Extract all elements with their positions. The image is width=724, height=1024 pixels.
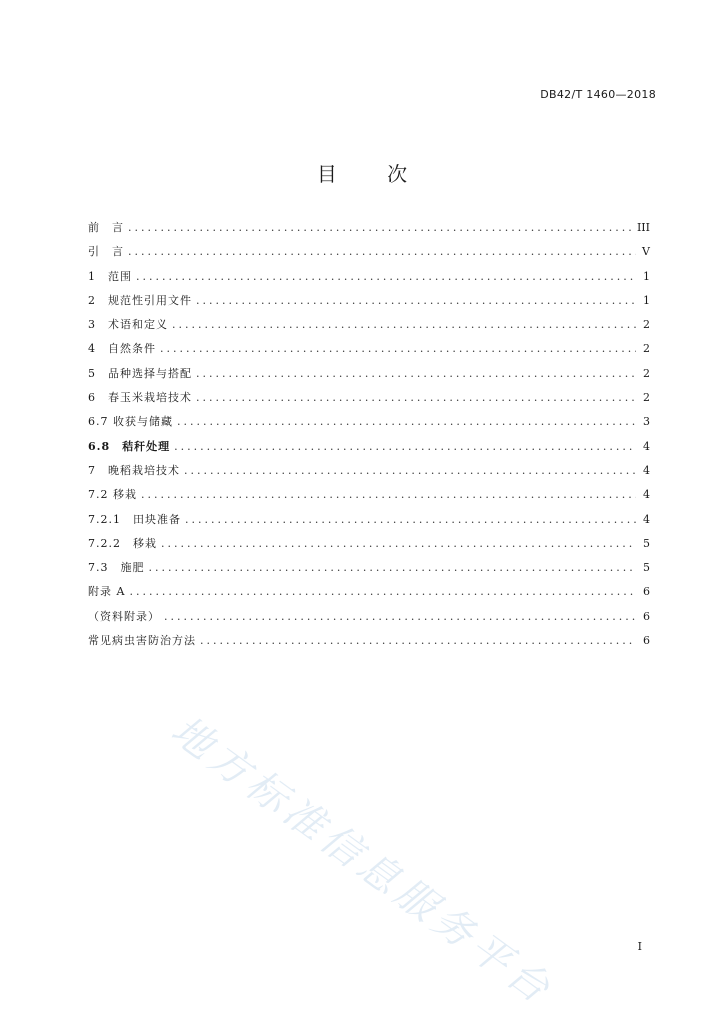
toc-leader-dots (136, 270, 636, 283)
toc-entry-label: 7.3 施肥 (88, 561, 145, 575)
toc-entry[interactable] (88, 243, 650, 267)
toc-entry-label: 7.2 移栽 (88, 488, 137, 502)
document-code: DB42/T 1460—2018 (540, 88, 656, 101)
toc-entry[interactable] (88, 438, 650, 462)
toc-entry[interactable] (88, 608, 650, 632)
toc-entry-page: 4 (643, 439, 650, 453)
toc-entry-label: 前 言 (88, 221, 124, 234)
toc-entry-page: 2 (643, 342, 650, 356)
toc-leader-dots (184, 464, 636, 477)
toc-entry-page: 4 (643, 463, 650, 477)
toc-leader-dots (160, 342, 636, 355)
toc-leader-dots (174, 440, 636, 453)
toc-entry[interactable] (88, 340, 650, 364)
toc-entry-label: 6.8 秸秆处理 (88, 439, 171, 453)
toc-entry[interactable] (88, 413, 650, 437)
toc-entry[interactable] (88, 219, 650, 243)
page-number: I (637, 940, 642, 953)
toc-leader-dots (164, 610, 636, 623)
toc-entry-label: 附录 A (88, 585, 126, 599)
toc-entry-label: 5 品种选择与搭配 (88, 366, 192, 380)
toc-entry-label: 7 晚稻栽培技术 (88, 463, 180, 477)
toc-entry-label: 常见病虫害防治方法 (88, 634, 196, 648)
toc-leader-dots (200, 634, 636, 647)
toc-entry-label: 1 范围 (88, 269, 132, 283)
toc-entry-page: 1 (643, 269, 650, 283)
table-of-contents (88, 219, 650, 656)
toc-entry-label: 6.7 收获与储藏 (88, 415, 173, 429)
toc-leader-dots (172, 318, 636, 331)
toc-entry-label: 7.2.1 田块准备 (88, 512, 181, 526)
toc-entry[interactable] (88, 268, 650, 292)
toc-entry[interactable] (88, 316, 650, 340)
toc-entry-page: 1 (643, 293, 650, 307)
toc-entry-page: III (636, 221, 650, 234)
toc-entry-label: 2 规范性引用文件 (88, 293, 192, 307)
toc-entry-label: （资料附录） (88, 609, 160, 623)
toc-leader-dots (141, 488, 636, 501)
toc-leader-dots (129, 585, 636, 598)
toc-leader-dots (196, 391, 636, 404)
toc-entry[interactable] (88, 486, 650, 510)
toc-entry[interactable] (88, 462, 650, 486)
toc-entry-page: 2 (643, 366, 650, 380)
toc-leader-dots (196, 294, 636, 307)
toc-entry-page: 2 (643, 318, 650, 332)
toc-entry-page: 5 (643, 536, 650, 550)
toc-entry-page: 2 (643, 391, 650, 405)
toc-entry[interactable] (88, 292, 650, 316)
toc-entry[interactable] (88, 535, 650, 559)
toc-entry-page: 6 (643, 585, 650, 599)
toc-entry[interactable] (88, 583, 650, 607)
watermark: 地方标准信息服务平台 (162, 707, 562, 1015)
toc-leader-dots (196, 367, 636, 380)
toc-entry-page: 4 (643, 488, 650, 502)
toc-entry-label: 7.2.2 移栽 (88, 536, 157, 550)
toc-entry-label: 6 春玉米栽培技术 (88, 391, 192, 405)
toc-entry[interactable] (88, 389, 650, 413)
toc-leader-dots (185, 513, 636, 526)
toc-entry-page: 6 (643, 609, 650, 623)
toc-entry-label: 4 自然条件 (88, 342, 156, 356)
toc-leader-dots (161, 537, 636, 550)
toc-entry-page: 3 (643, 415, 650, 429)
toc-entry-page: 6 (643, 634, 650, 648)
toc-entry[interactable] (88, 511, 650, 535)
page-title: 目 次 (316, 162, 430, 186)
toc-leader-dots (149, 561, 637, 574)
toc-entry[interactable] (88, 365, 650, 389)
toc-entry[interactable] (88, 559, 650, 583)
toc-entry-page: 4 (643, 512, 650, 526)
toc-entry-page: V (642, 245, 650, 259)
toc-entry-page: 5 (643, 561, 650, 575)
toc-leader-dots (177, 415, 636, 428)
toc-entry[interactable] (88, 632, 650, 656)
toc-entry-label: 3 术语和定义 (88, 318, 168, 332)
toc-entry-label: 引 言 (88, 245, 124, 259)
toc-leader-dots (128, 221, 633, 234)
toc-leader-dots (128, 245, 636, 258)
